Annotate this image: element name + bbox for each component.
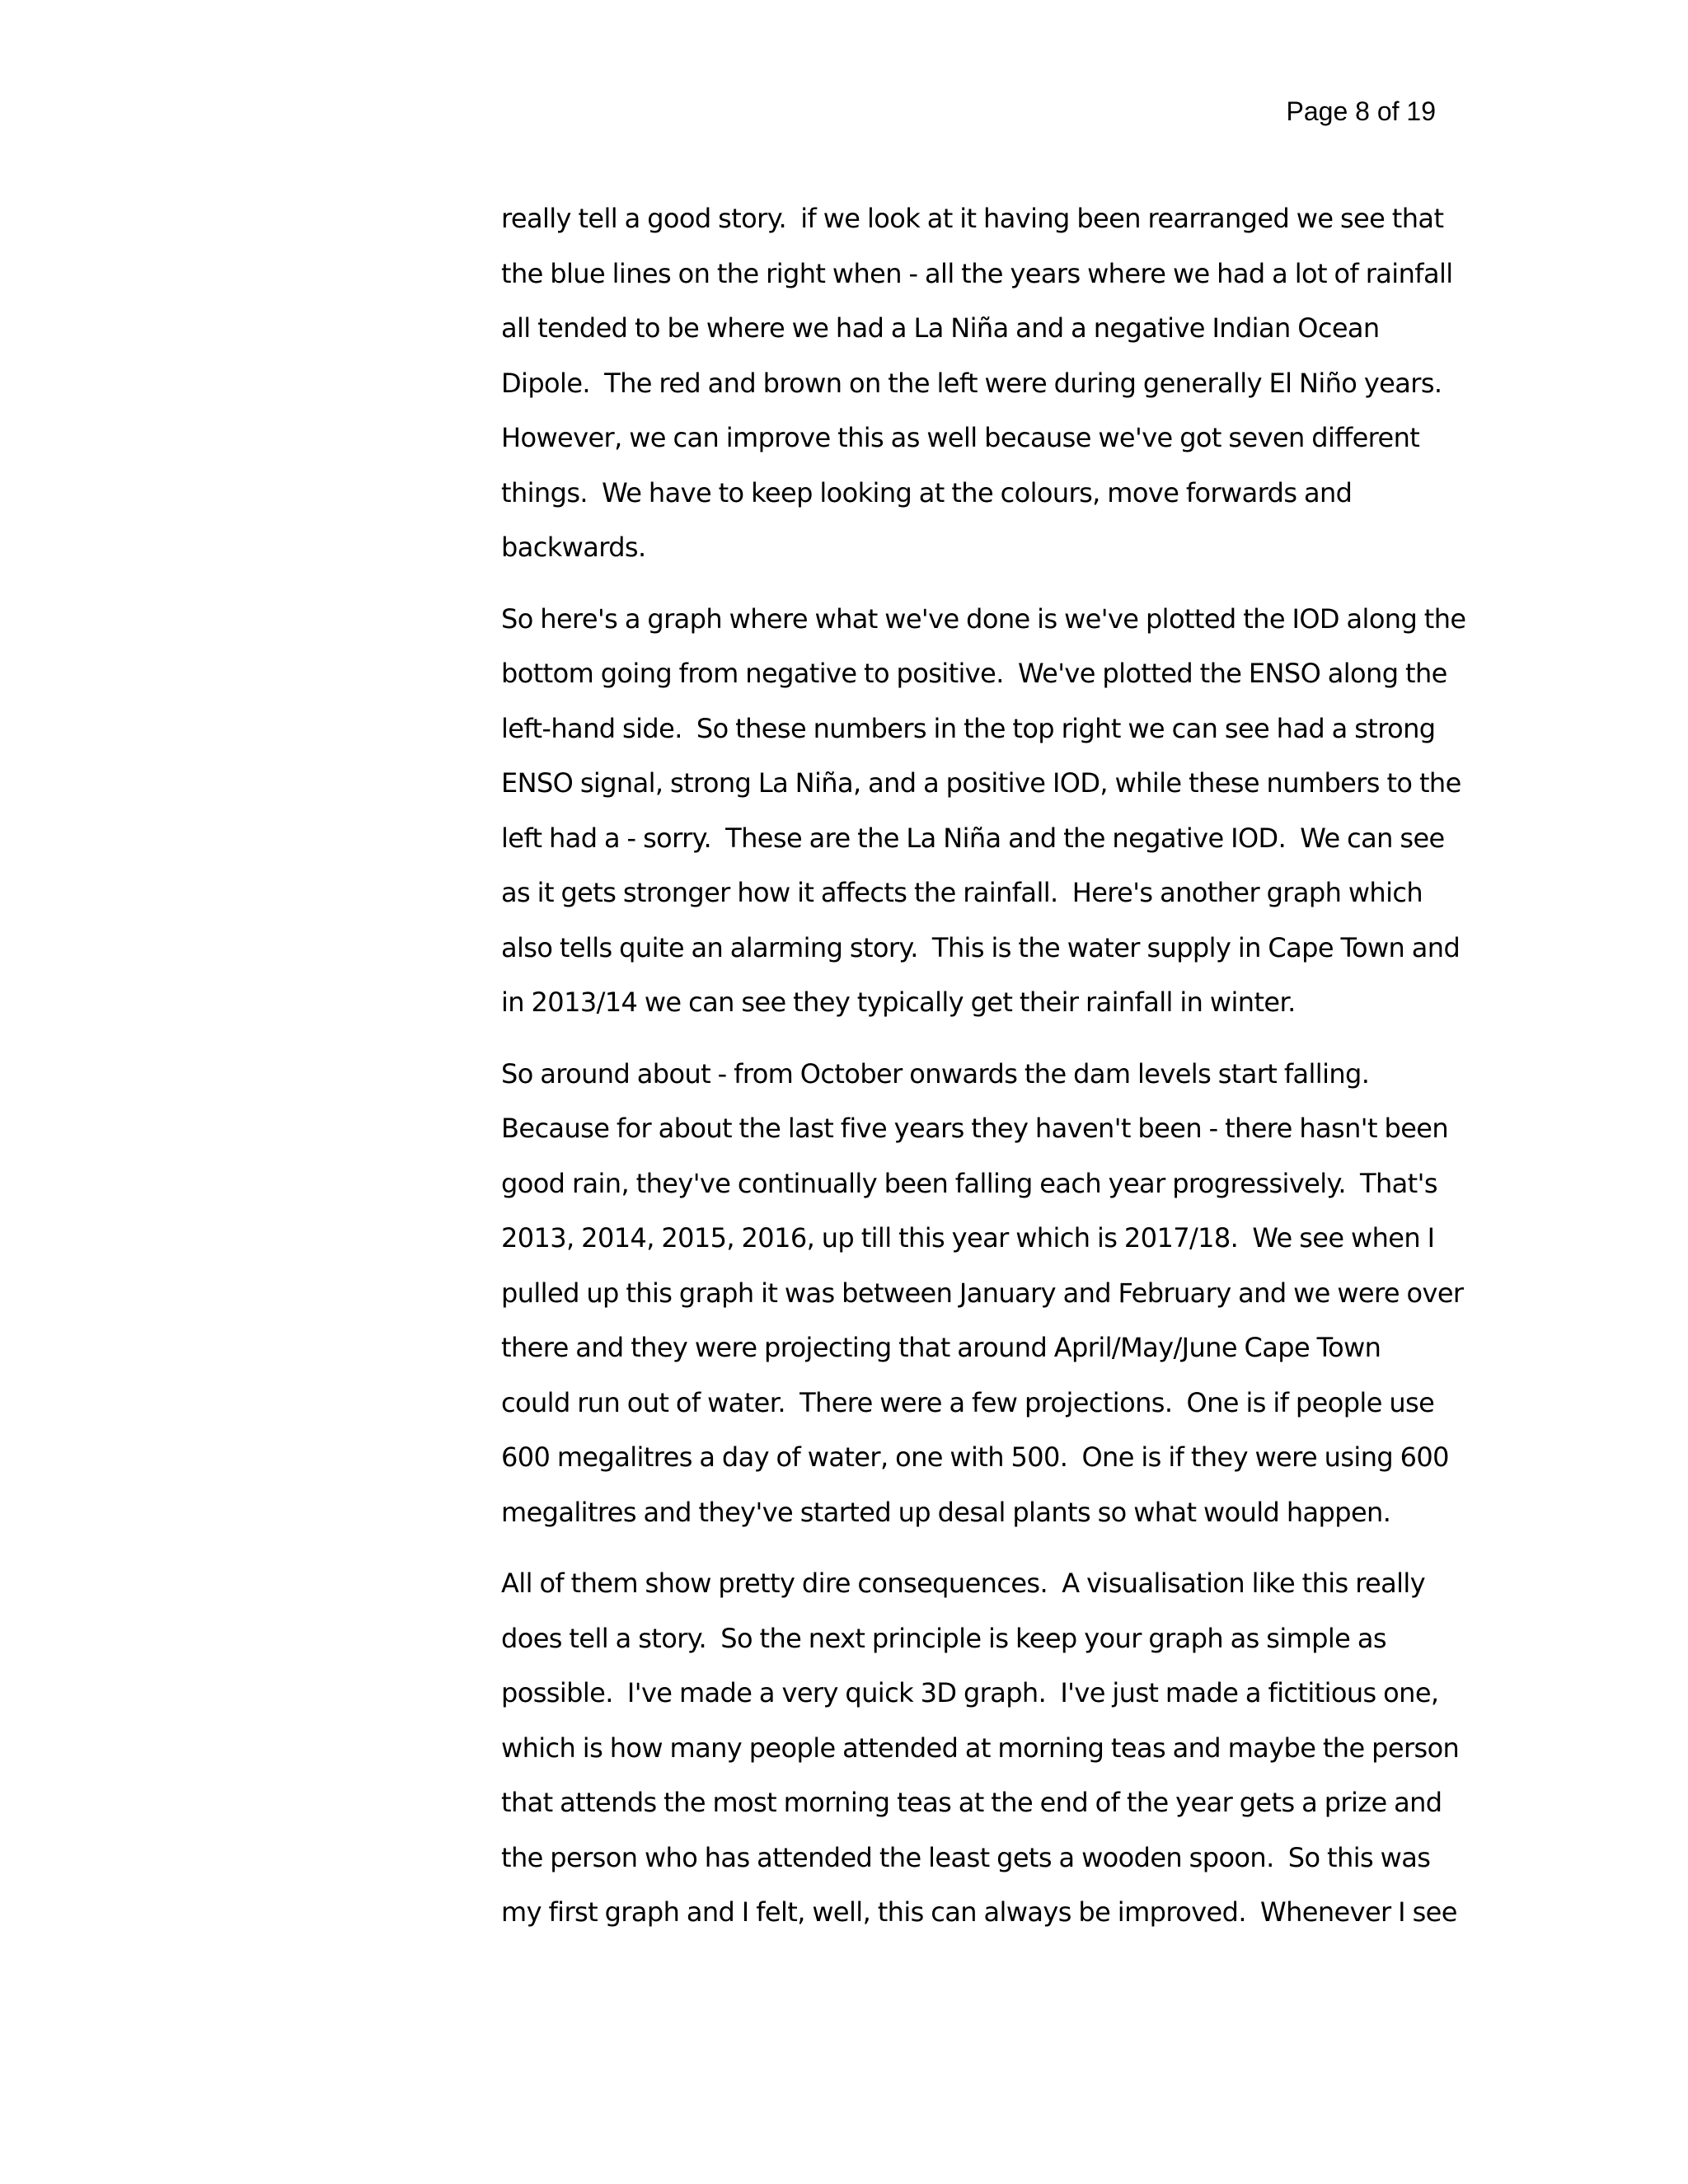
text-line: bottom going from negative to positive. We've plotted the ENSO along the — [501, 658, 1447, 689]
text-line: 2013, 2014, 2015, 2016, up till this year which is 2017/18. We see when I — [501, 1222, 1435, 1254]
text-line: there and they were projecting that around April/May/June Cape Town — [501, 1332, 1381, 1363]
text-line: as it gets stronger how it affects the rainfall. Here's another graph which — [501, 877, 1423, 908]
text-line: in 2013/14 we can see they typically get their rainfall in winter. — [501, 987, 1296, 1018]
text-line: However, we can improve this as well because we've got seven different — [501, 422, 1420, 453]
transcript-body — [501, 191, 1466, 1957]
paragraph — [501, 1047, 1464, 1540]
text-line: ENSO signal, strong La Niña, and a positive IOD, while these numbers to the — [501, 767, 1461, 799]
text-line: good rain, they've continually been falling each year progressively. That's — [501, 1167, 1437, 1199]
paragraph — [501, 191, 1453, 575]
text-line: also tells quite an alarming story. This is the water supply in Cape Town and — [501, 931, 1461, 963]
text-line: pulled up this graph it was between January and February and we were over — [501, 1277, 1464, 1309]
text-line: all tended to be where we had a La Niña and a negative Indian Ocean — [501, 312, 1380, 344]
text-line: backwards. — [501, 532, 646, 563]
text-line: All of them show pretty dire consequences. A visualisation like this really — [501, 1568, 1426, 1599]
text-line: possible. I've made a very quick 3D graph. I've just made a fictitious one, — [501, 1677, 1439, 1708]
text-line: So around about - from October onwards the dam levels start falling. — [501, 1057, 1370, 1090]
text-line: left had a - sorry. These are the La Niña and the negative IOD. We can see — [501, 822, 1445, 854]
text-line: my first graph and I felt, well, this can always be improved. Whenever I see — [501, 1896, 1457, 1928]
text-line: the person who has attended the least gets a wooden spoon. So this was — [501, 1841, 1431, 1873]
paragraph — [501, 1556, 1460, 1940]
text-line: which is how many people attended at morning teas and maybe the person — [501, 1732, 1460, 1764]
text-line: could run out of water. There were a few projections. One is if people use — [501, 1386, 1435, 1418]
text-line: megalitres and they've started up desal plants so what would happen. — [501, 1496, 1391, 1528]
text-line: that attends the most morning teas at the end of the year gets a prize and — [501, 1787, 1442, 1818]
page-number: Page 8 of 19 — [1286, 96, 1436, 126]
text-line: Dipole. The red and brown on the left were during generally El Niño years. — [501, 367, 1442, 399]
text-line: really tell a good story. if we look at it having been rearranged we see that — [501, 203, 1444, 234]
text-line: does tell a story. So the next principle is keep your graph as simple as — [501, 1622, 1386, 1654]
text-line: things. We have to keep looking at the colours, move forwards and — [501, 476, 1353, 509]
text-line: the blue lines on the right when - all the years where we had a lot of rainfall — [501, 257, 1453, 289]
paragraph — [501, 592, 1466, 1030]
text-line: So here's a graph where what we've done is we've plotted the IOD along the — [501, 602, 1466, 635]
text-line: 600 megalitres a day of water, one with 500. One is if they were using 600 — [501, 1441, 1449, 1473]
text-line: left-hand side. So these numbers in the top right we can see had a strong — [501, 712, 1436, 744]
text-line: Because for about the last five years they haven't been - there hasn't been — [501, 1113, 1449, 1144]
